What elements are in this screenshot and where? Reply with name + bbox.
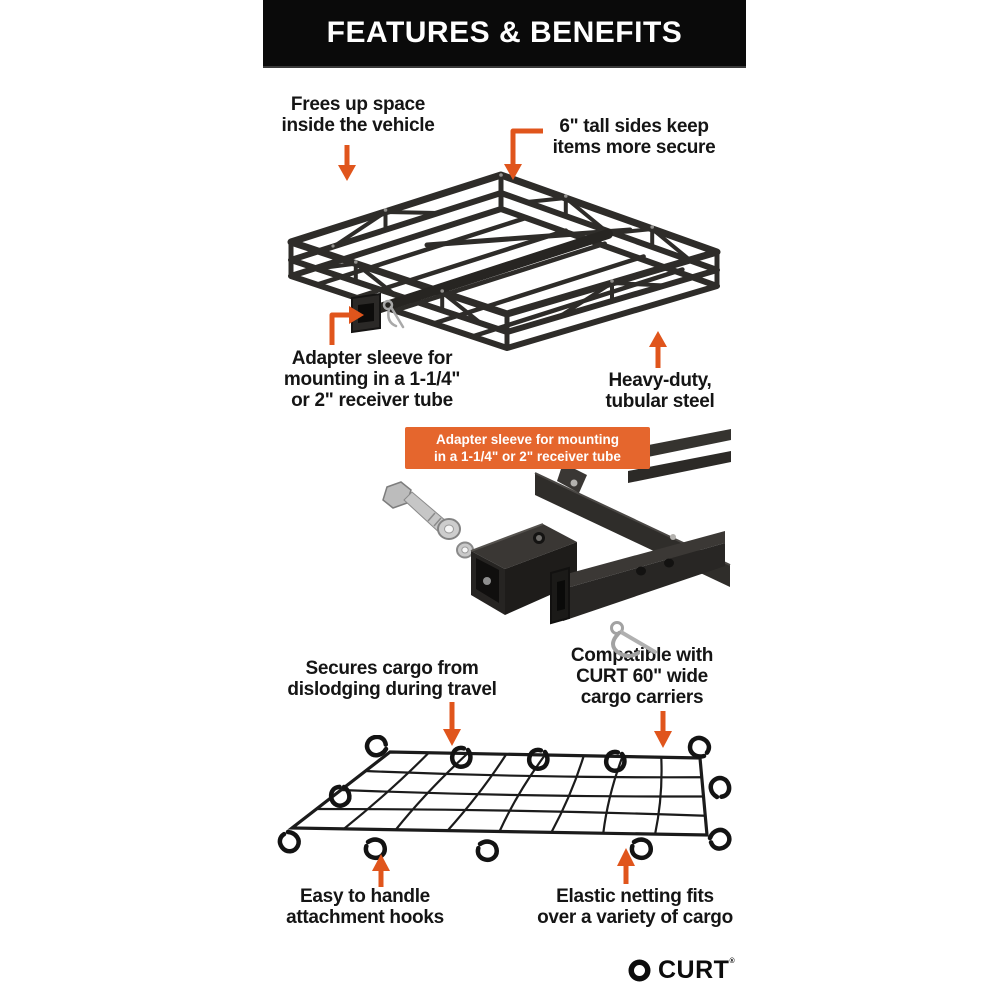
shank-tube [551, 531, 725, 623]
curt-logo [626, 957, 735, 984]
page-title: FEATURES & BENEFITS [326, 16, 683, 49]
adapter-sleeve-label: Adapter sleeve for mounting in a 1-1/4" or 2" receiver tube [405, 427, 650, 469]
curt-wordmark: CURT [658, 956, 730, 984]
hitch-pin-clip [612, 623, 656, 657]
callout-easy-handle: Easy to handle attachment hooks [286, 886, 444, 928]
callout-adapter-sleeve: Adapter sleeve for mounting in a 1-1/4" or 2" receiver tube [283, 348, 461, 411]
callout-frees-up-space: Frees up space inside the vehicle [281, 94, 435, 136]
header-banner [263, 0, 746, 68]
callout-secures-cargo: Secures cargo from dislodging during travel [287, 658, 497, 700]
callout-tall-sides: 6" tall sides keep items more secure [552, 116, 716, 158]
washers [438, 519, 473, 558]
cargo-net-illustration [268, 735, 732, 885]
registered-mark: ® [729, 958, 735, 965]
curt-pinwheel-icon [626, 957, 653, 984]
cargo-carrier-illustration [268, 158, 732, 370]
callout-heavy-duty: Heavy-duty, tubular steel [605, 370, 715, 412]
callout-compatible: Compatible with CURT 60" wide cargo carriers [570, 645, 714, 708]
callout-elastic-netting: Elastic netting fits over a variety of cargo [537, 886, 733, 928]
